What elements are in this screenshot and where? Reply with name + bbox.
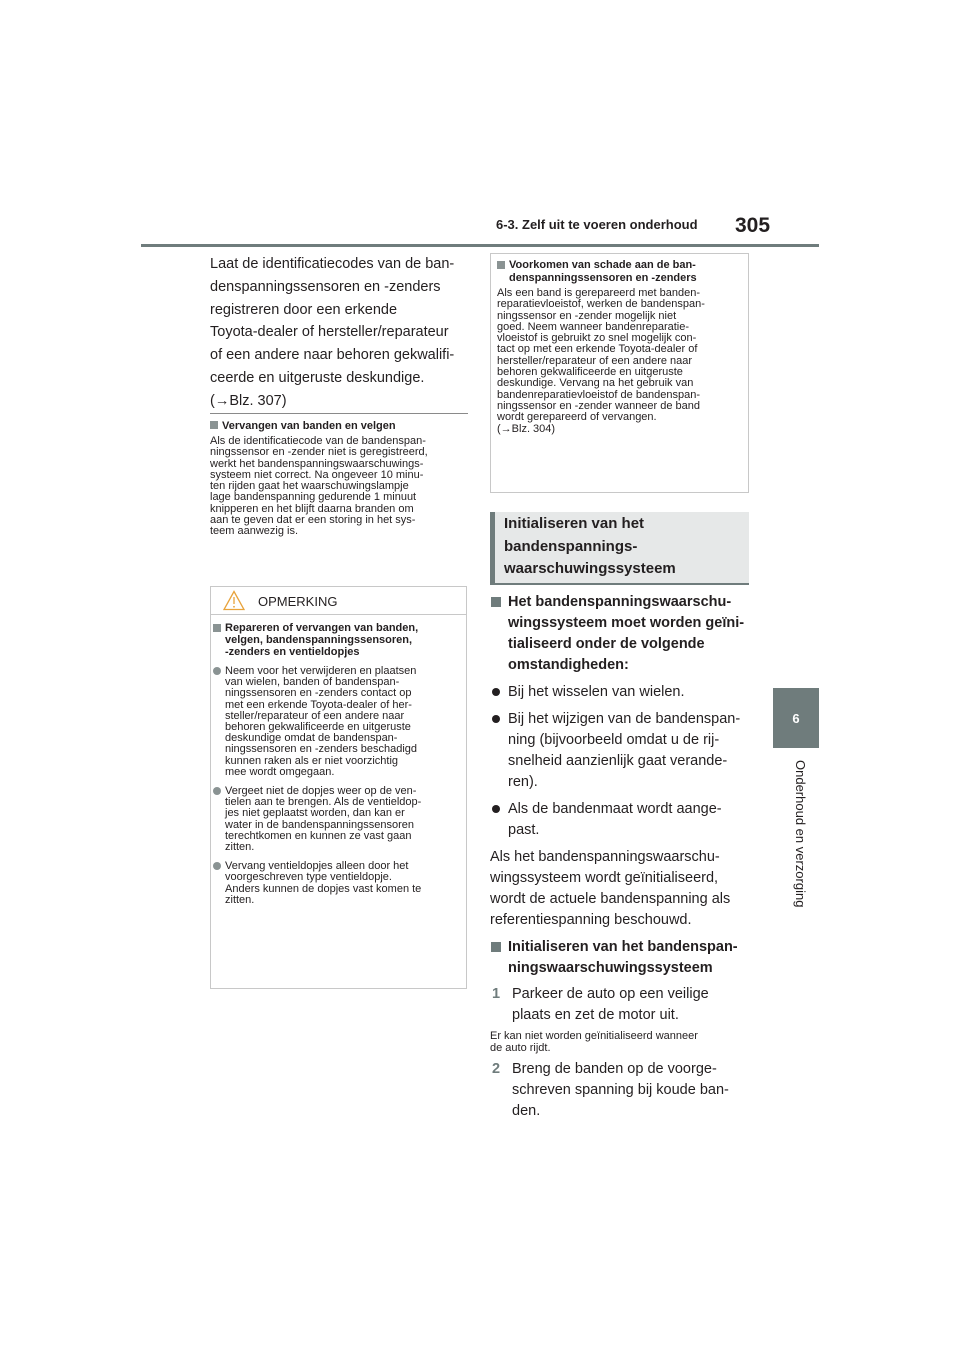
square-bullet-icon — [491, 942, 501, 952]
intro-paragraph: Laat de identificatiecodes van de ban- denspanningssensoren en -zenders registreren door een erkende Toyota-dealer of hersteller/reparateur of een andere naar behoren gekwalifi- ceerde en uitgeruste deskundige. (→Blz. 307) — [210, 256, 455, 409]
damage-info-box — [490, 253, 749, 493]
round-bullet-icon — [492, 715, 500, 723]
chapter-tab[interactable]: 6 — [773, 688, 819, 748]
damage-heading: Voorkomen van schade aan de ban- denspanningssensoren en -zenders — [497, 259, 742, 285]
square-bullet-icon — [497, 261, 505, 269]
reference-paragraph: Als het bandenspanningswaarschu- wingssysteem wordt geïnitialiseerd, wordt de actuele bandenspanning als referentiespanning beschouwd. — [490, 849, 731, 928]
replace-tires-text: Als de identificatiecode van de bandenspan- ningssensor en -zender niet is geregistreerd, werkt het bandenspanningswaarschuwings- systeem niet correct. Na ongeveer 10 minu- ten rijden gaat het waarschuwingslampje lage bandenspanning gedurende 1 minuut knipperen en het blijft daarna branden om aan te geven dat er een storing in het sys- teem aanwezig is. — [210, 435, 428, 538]
note-body — [213, 622, 460, 906]
damage-text: Als een band is gerepareerd met banden- reparatievloeistof, werken de bandenspan- ningssensor en -zender mogelijk niet goed. Neem wanneer bandenreparatie- vloeistof is gebruikt zo snel mogelijk con- tact op met een erkende Toyota-dealer of hersteller/reparateur of een andere naar behoren gekwalificeerde en uitgeruste deskundige. Vervang na het gebruik van bandenreparatievloeistof de bandenspan- ningssensor en -zender wanneer de band wordt gerepareerd of vervangen. (→Blz. 304) — [497, 287, 705, 435]
section-divider — [210, 413, 468, 414]
section-title: 6-3. Zelf uit te voeren onderhoud — [496, 217, 698, 232]
replace-tires-heading: Vervangen van banden en velgen — [210, 420, 468, 433]
replace-tires-section — [210, 420, 468, 538]
section-heading-accent — [490, 512, 495, 583]
note-item: Vervang ventieldopjes alleen door het voorgeschreven type ventieldopje. Anders kunnen de dopjes vast komen te zitten. — [213, 861, 460, 906]
step-number: 2 — [492, 1061, 501, 1077]
page-number: 305 — [735, 214, 771, 237]
note-subheading: Repareren of vervangen van banden, velgen, bandenspanningssensoren, -zenders en ventieldopjes — [213, 622, 460, 658]
note-item: Neem voor het verwijderen en plaatsen van wielen, banden of bandenspan- ningssensoren en -zenders contact op met een erkende Toyota-dealer of her- steller/reparateur of een andere naar behoren gekwalificeerde en uitgeruste deskundige omdat de bandenspan- ningssensoren en -zenders beschadigd kunnen raken als er niet voorzichtig mee wordt omgegaan. — [213, 666, 460, 778]
conditions-heading: Het bandenspanningswaarschu- wingssysteem moet worden geïni- tialiseerd onder de volgende omstandigheden: — [490, 592, 752, 676]
round-bullet-icon — [492, 688, 500, 696]
list-item: Bij het wijzigen van de bandenspan- ning (bijvoorbeeld omdat u de rij- snelheid aanzienlijk gaat verande- ren). — [490, 709, 752, 793]
note-label: OPMERKING — [258, 594, 338, 609]
step-1: 1 Parkeer de auto op een veilige plaats en zet de motor uit. — [492, 986, 709, 1023]
step-number: 1 — [492, 986, 501, 1002]
round-bullet-icon — [213, 862, 221, 870]
square-bullet-icon — [491, 597, 501, 607]
square-bullet-icon — [210, 421, 218, 429]
note-item: Vergeet niet de dopjes weer op de ven- tielen aan te brengen. Als de ventieldop- jes niet geplaatst worden, dan kan er water in de bandenspanningssensoren terechtkomen en kunnen ze vast gaan zitten. — [213, 786, 460, 853]
step-2: 2 Breng de banden op de voorge- schreven spanning bij koude ban- den. — [492, 1061, 729, 1119]
list-item: Bij het wisselen van wielen. — [490, 682, 752, 703]
note-header-divider — [210, 614, 467, 615]
round-bullet-icon — [213, 787, 221, 795]
section-heading-underline — [490, 583, 749, 585]
square-bullet-icon — [213, 624, 221, 632]
init-procedure-heading: Initialiseren van het bandenspan- ningswaarschuwingssysteem — [490, 937, 752, 979]
list-item: Als de bandenmaat wordt aange- past. — [490, 799, 752, 841]
chapter-title: Onderhoud en verzorging — [793, 760, 808, 908]
initialization-content — [490, 592, 752, 1122]
section-heading: Initialiseren van het bandenspannings- waarschuwingssysteem — [504, 515, 676, 577]
step-1-note: Er kan niet worden geïnitialiseerd wanneer de auto rijdt. — [490, 1030, 698, 1054]
round-bullet-icon — [492, 805, 500, 813]
header-divider — [141, 244, 819, 247]
warning-triangle-icon — [223, 590, 245, 611]
round-bullet-icon — [213, 667, 221, 675]
